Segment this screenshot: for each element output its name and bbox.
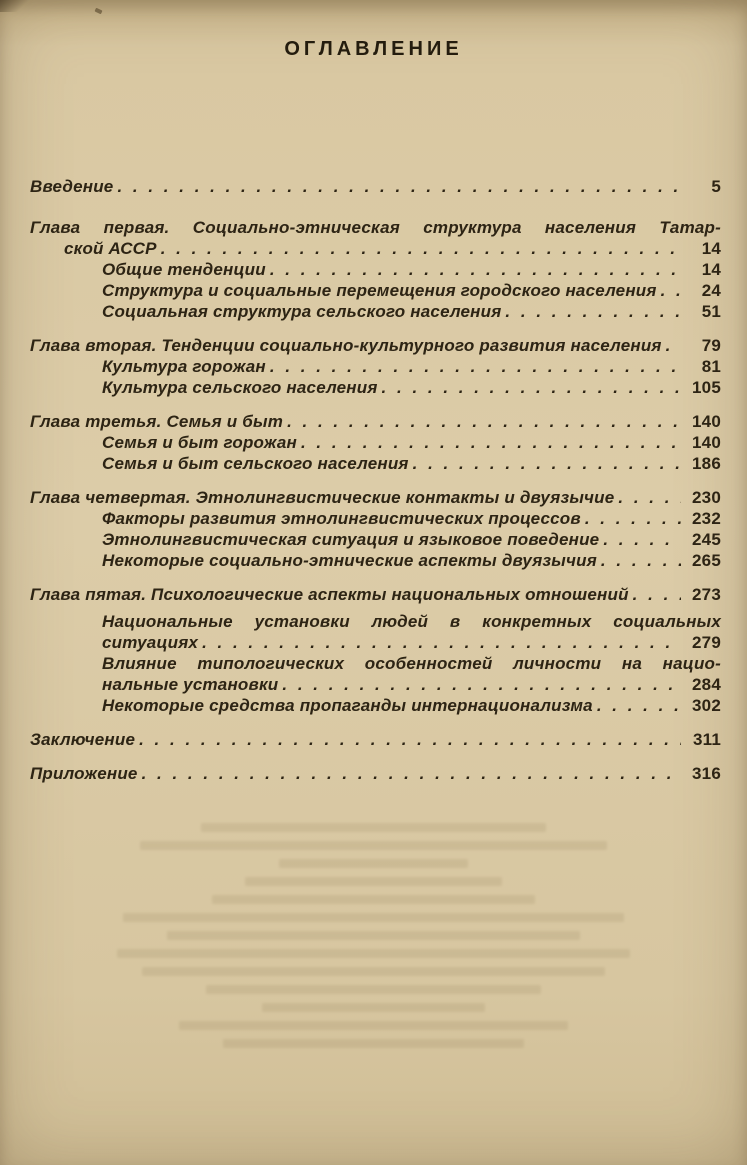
toc-entry-label: Этнолингвистическая ситуация и языковое поведение bbox=[102, 530, 600, 549]
toc-entry bbox=[30, 653, 721, 695]
toc-entry-page: 279 bbox=[692, 633, 721, 652]
toc-entry bbox=[30, 335, 721, 356]
toc-entry bbox=[30, 611, 721, 653]
dot-leader bbox=[603, 529, 681, 550]
dot-leader bbox=[270, 356, 681, 377]
dot-leader bbox=[161, 238, 681, 259]
toc-entry-page: 140 bbox=[692, 433, 721, 452]
toc-entry bbox=[30, 508, 721, 529]
toc-entry bbox=[30, 695, 721, 716]
toc-entry-label: Глава первая. Социально-этническая структура населения Татар- bbox=[30, 218, 721, 237]
toc-entry-page: 245 bbox=[692, 530, 721, 549]
toc-entry-label: Введение bbox=[30, 177, 114, 196]
toc-entry-page: 14 bbox=[701, 239, 721, 258]
dot-leader bbox=[282, 674, 681, 695]
toc-entry bbox=[30, 377, 721, 398]
toc-entry-page: 24 bbox=[701, 281, 721, 300]
toc-entry-label: Структура и социальные перемещения городского населения bbox=[102, 281, 657, 300]
toc-entry bbox=[30, 487, 721, 508]
toc-entry-page: 140 bbox=[692, 412, 721, 431]
dot-leader bbox=[139, 729, 681, 750]
toc-entry-label: Культура горожан bbox=[102, 357, 266, 376]
toc-entry-label: Национальные установки людей в конкретных социальных bbox=[102, 612, 721, 631]
toc-entry-label: Влияние типологических особенностей личности на нацио- bbox=[102, 654, 721, 673]
toc-entry-label: Глава пятая. Психологические аспекты национальных отношений bbox=[30, 585, 629, 604]
toc-entry-page: 51 bbox=[701, 302, 721, 321]
toc-entry-label: Глава вторая. Тенденции социально-культурного развития населения bbox=[30, 336, 662, 355]
dot-leader bbox=[270, 259, 681, 280]
toc-entry-page: 232 bbox=[692, 509, 721, 528]
dot-leader bbox=[597, 695, 681, 716]
toc-entry-page: 265 bbox=[692, 551, 721, 570]
toc-entry-label: Общие тенденции bbox=[102, 260, 266, 279]
toc-entry-label: Семья и быт сельского населения bbox=[102, 454, 409, 473]
dot-leader bbox=[142, 763, 681, 784]
page-title: ОГЛАВЛЕНИЕ bbox=[284, 38, 463, 60]
dot-leader bbox=[505, 301, 681, 322]
dot-leader bbox=[202, 632, 681, 653]
dot-leader bbox=[117, 176, 681, 197]
toc-entry-page: 316 bbox=[692, 764, 721, 783]
toc-entry bbox=[30, 584, 721, 605]
toc-entry-page: 230 bbox=[692, 488, 721, 507]
dot-leader bbox=[666, 335, 681, 356]
toc-entry bbox=[30, 729, 721, 750]
toc-entry bbox=[30, 301, 721, 322]
toc-entry-page: 105 bbox=[692, 378, 721, 397]
toc-entry-page: 79 bbox=[701, 336, 721, 355]
toc-entry bbox=[30, 356, 721, 377]
toc-entry bbox=[30, 763, 721, 784]
toc-entry bbox=[30, 453, 721, 474]
page-show-through bbox=[95, 814, 652, 1057]
toc-entry-label: Заключение bbox=[30, 730, 136, 749]
toc-entry-label: Социальная структура сельского населения bbox=[102, 302, 502, 321]
dot-leader bbox=[633, 584, 681, 605]
toc-entry-page: 284 bbox=[692, 675, 721, 694]
toc-entry-label: нальные установки bbox=[102, 675, 279, 694]
toc-entry-label: Факторы развития этнолингвистических процессов bbox=[102, 509, 581, 528]
toc-entry-label: Приложение bbox=[30, 764, 138, 783]
toc-entry-page: 186 bbox=[692, 454, 721, 473]
dot-leader bbox=[413, 453, 681, 474]
toc-entry-label: Глава четвертая. Этнолингвистические контакты и двуязычие bbox=[30, 488, 615, 507]
toc-entry bbox=[30, 259, 721, 280]
toc-entry bbox=[30, 280, 721, 301]
toc-entry-label: Культура сельского населения bbox=[102, 378, 378, 397]
toc-entry-label: Семья и быт горожан bbox=[102, 433, 297, 452]
toc-entry-page: 81 bbox=[701, 357, 721, 376]
dot-leader bbox=[601, 550, 681, 571]
dot-leader bbox=[618, 487, 681, 508]
toc-entry-label: Глава третья. Семья и быт bbox=[30, 412, 284, 431]
dot-leader bbox=[287, 411, 681, 432]
dot-leader bbox=[301, 432, 681, 453]
toc-entry bbox=[30, 176, 721, 197]
dot-leader bbox=[382, 377, 681, 398]
toc-entry bbox=[30, 217, 721, 259]
toc-entry bbox=[30, 529, 721, 550]
toc-entry-label: Некоторые социально-этнические аспекты двуязычия bbox=[102, 551, 597, 570]
toc-entry-page: 5 bbox=[711, 177, 721, 196]
scan-artifact bbox=[0, 0, 30, 12]
toc-entry bbox=[30, 411, 721, 432]
toc-entry-page: 14 bbox=[701, 260, 721, 279]
toc-entry-page: 273 bbox=[692, 585, 721, 604]
toc-entry bbox=[30, 550, 721, 571]
toc-entry-label: ской АССР bbox=[64, 239, 157, 258]
toc-entry-label: Некоторые средства пропаганды интернационализма bbox=[102, 696, 593, 715]
toc-entry bbox=[30, 432, 721, 453]
table-of-contents bbox=[30, 176, 721, 784]
toc-entry-page: 311 bbox=[692, 730, 721, 749]
toc-entry-page: 302 bbox=[692, 696, 721, 715]
toc-entry-label: ситуациях bbox=[102, 633, 199, 652]
dot-leader bbox=[585, 508, 681, 529]
dot-leader bbox=[661, 280, 681, 301]
